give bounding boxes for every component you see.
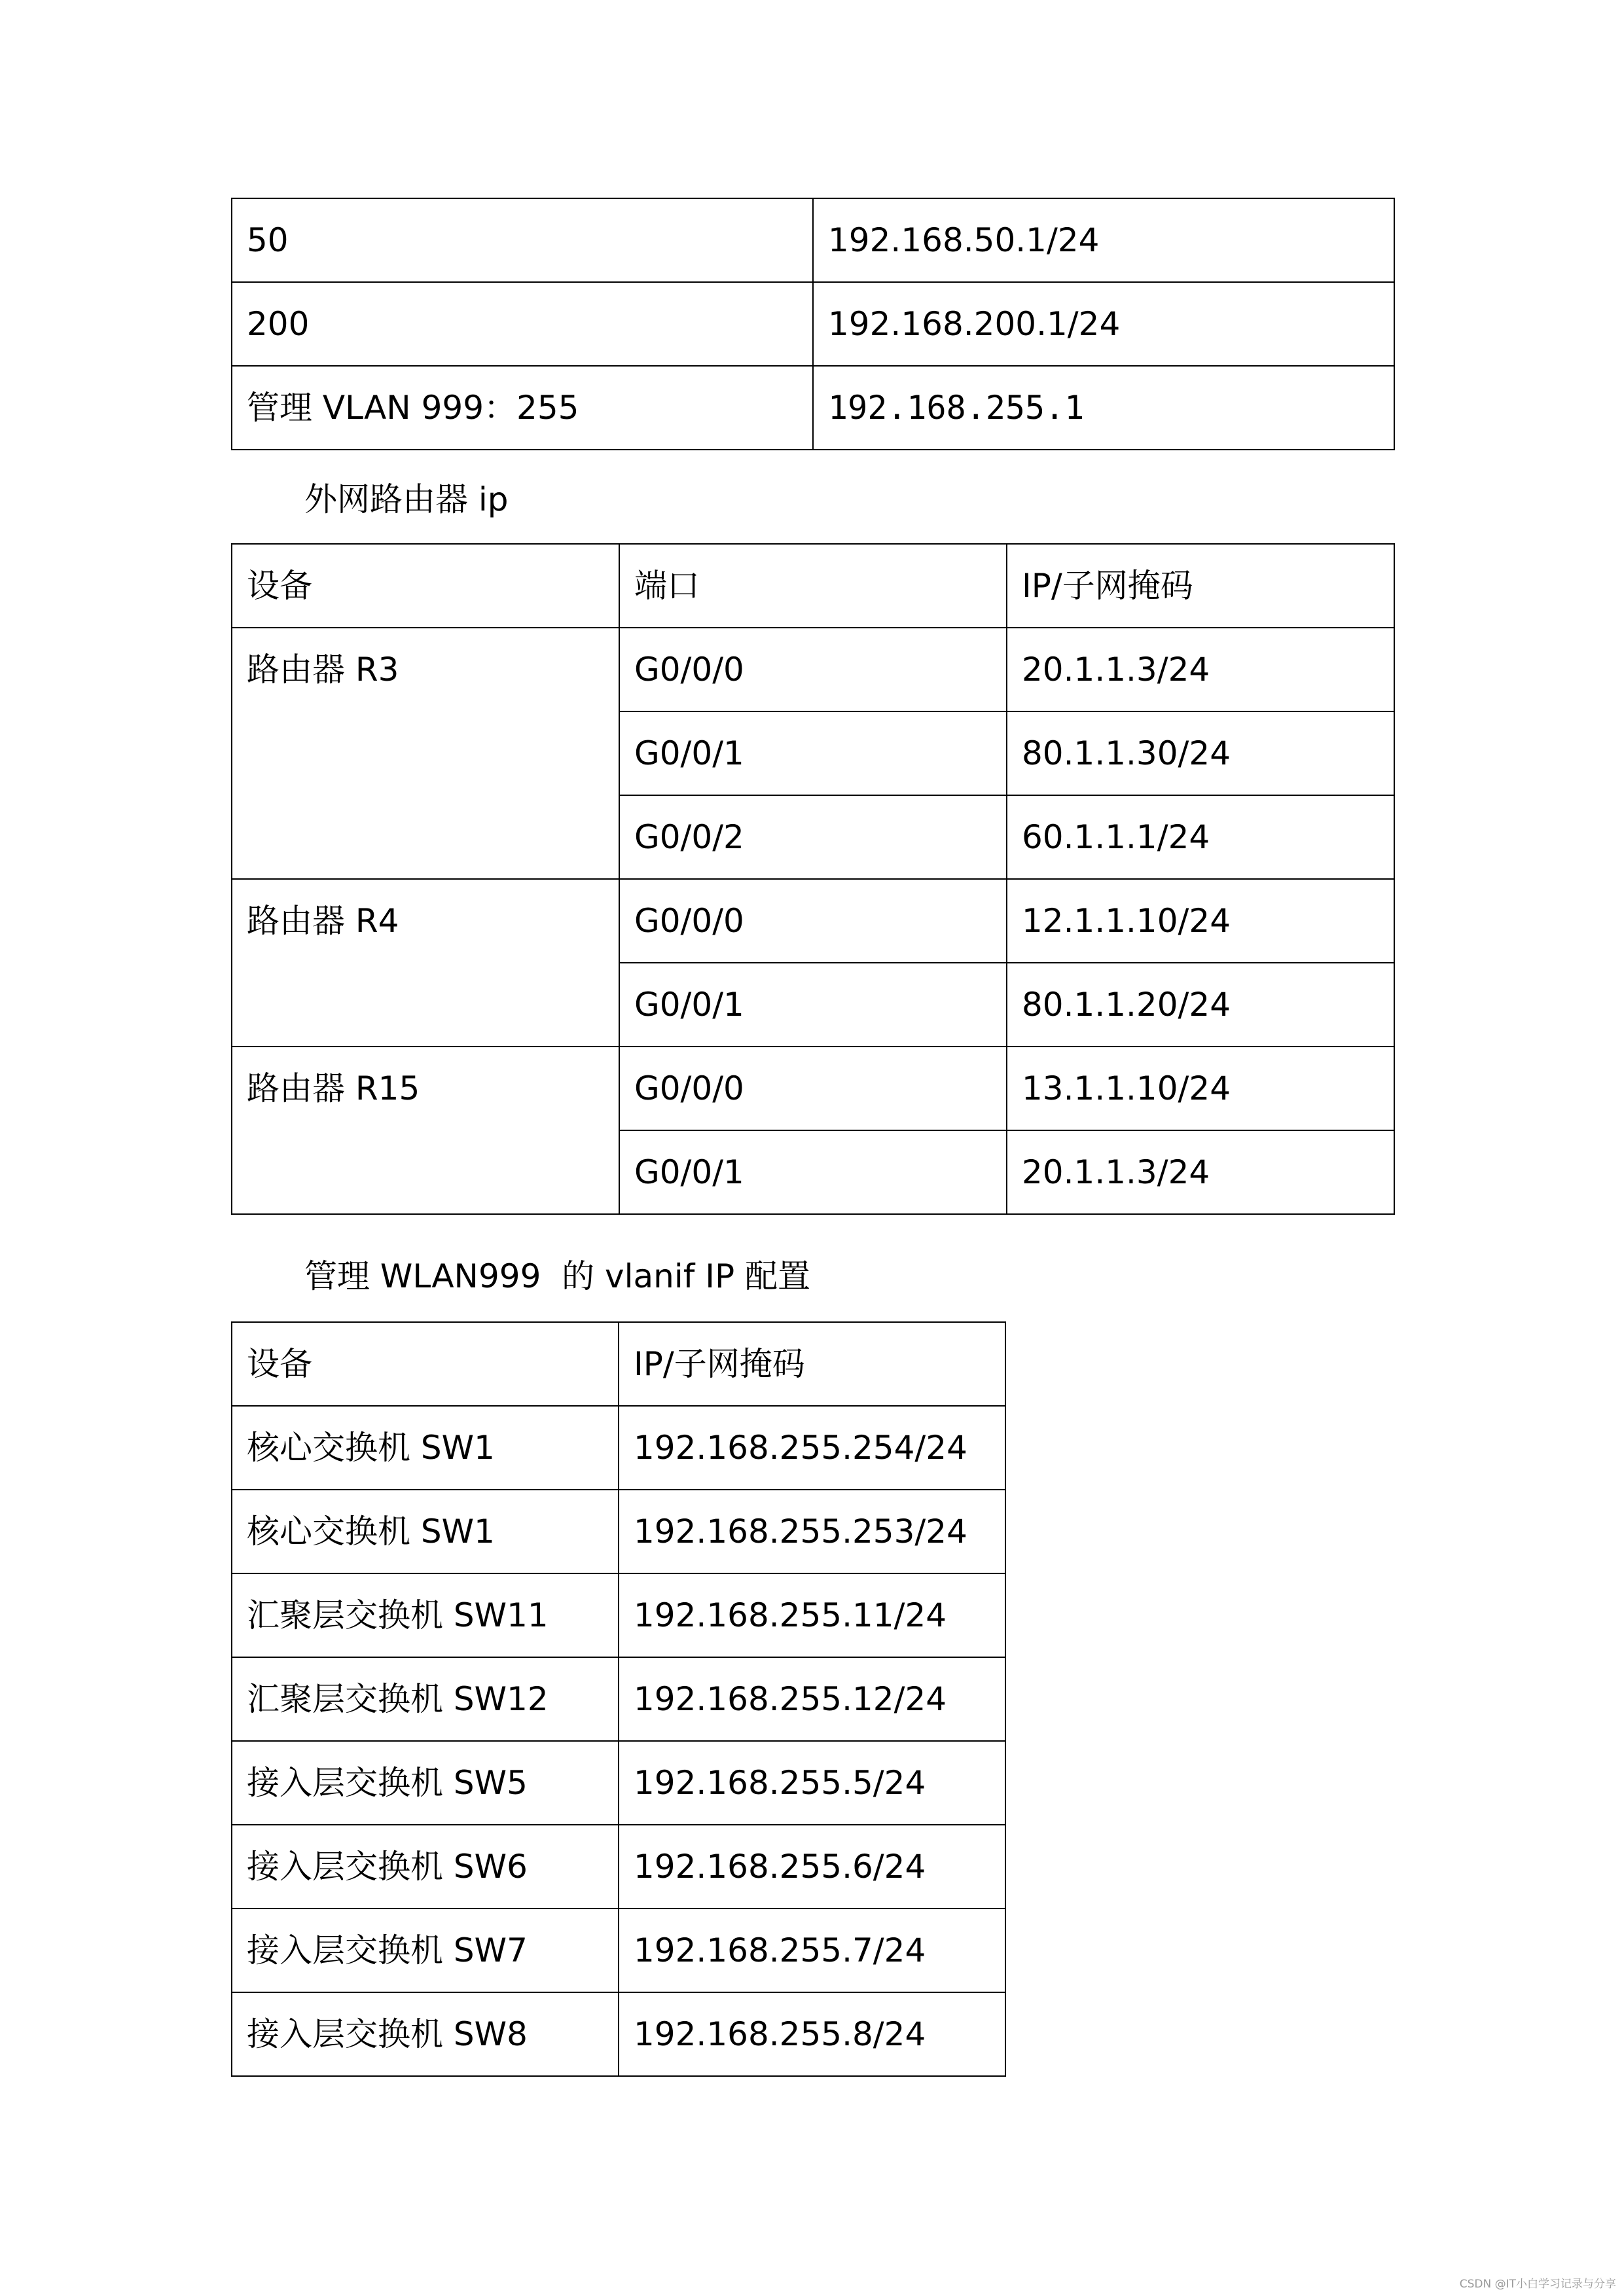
header-ip-mask: IP/子网掩码: [619, 1322, 1005, 1406]
port-cell: G0/0/2: [619, 795, 1007, 879]
table-row: [232, 1741, 1005, 1825]
ip-cell: 192.168.255.11/24: [619, 1573, 1005, 1657]
table-row: [232, 1992, 1005, 2076]
table-row: [232, 198, 1394, 282]
device-cell: 汇聚层交换机 SW11: [232, 1573, 619, 1657]
ip-cell: 192.168.255.12/24: [619, 1657, 1005, 1741]
ip-cell: 13.1.1.10/24: [1007, 1047, 1394, 1130]
table-row: [232, 628, 1394, 711]
ip-cell: 192.168.255.7/24: [619, 1909, 1005, 1992]
port-cell: G0/0/1: [619, 1130, 1007, 1214]
ip-cell: 80.1.1.30/24: [1007, 711, 1394, 795]
device-cell: 接入层交换机 SW5: [232, 1741, 619, 1825]
table-row: [232, 879, 1394, 963]
device-cell: 接入层交换机 SW6: [232, 1825, 619, 1909]
table-row: [232, 1406, 1005, 1490]
gateway-ip-cell: 192.168.200.1/24: [813, 282, 1394, 366]
ip-cell: 192.168.255.5/24: [619, 1741, 1005, 1825]
vlan-gateway-table: [231, 198, 1395, 450]
device-cell: 汇聚层交换机 SW12: [232, 1657, 619, 1741]
port-cell: G0/0/0: [619, 628, 1007, 711]
port-cell: G0/0/0: [619, 879, 1007, 963]
header-device: 设备: [232, 1322, 619, 1406]
ip-cell: 20.1.1.3/24: [1007, 628, 1394, 711]
table-row: [232, 1573, 1005, 1657]
header-port: 端口: [619, 544, 1007, 628]
ip-cell: 80.1.1.20/24: [1007, 963, 1394, 1047]
device-cell-r4: 路由器 R4: [232, 879, 619, 1047]
device-cell: 接入层交换机 SW8: [232, 1992, 619, 2076]
table-header-row: [232, 544, 1394, 628]
table-header-row: [232, 1322, 1005, 1406]
port-cell: G0/0/0: [619, 1047, 1007, 1130]
ip-cell: 12.1.1.10/24: [1007, 879, 1394, 963]
port-cell: G0/0/1: [619, 963, 1007, 1047]
device-cell-r3: 路由器 R3: [232, 628, 619, 879]
header-ip-mask: IP/子网掩码: [1007, 544, 1394, 628]
router-table-caption: 外网路由器 ip: [304, 480, 509, 518]
vlan-id-cell: 50: [232, 198, 813, 282]
table-row: [232, 1047, 1394, 1130]
router-ip-table: [231, 543, 1395, 1215]
gateway-ip-cell: 192.168.255.1: [813, 366, 1394, 450]
vlanif-ip-table: [231, 1321, 1006, 2077]
device-cell: 核心交换机 SW1: [232, 1490, 619, 1573]
ip-cell: 192.168.255.6/24: [619, 1825, 1005, 1909]
gateway-ip-cell: 192.168.50.1/24: [813, 198, 1394, 282]
vlan-id-cell: 管理 VLAN 999：255: [232, 366, 813, 450]
ip-cell: 20.1.1.3/24: [1007, 1130, 1394, 1214]
table-row: [232, 1657, 1005, 1741]
port-cell: G0/0/1: [619, 711, 1007, 795]
vlan-id-cell: 200: [232, 282, 813, 366]
watermark: CSDN @IT小白学习记录与分享: [1459, 2278, 1616, 2291]
table-row: [232, 1825, 1005, 1909]
vlanif-table-caption: 管理 WLAN999 的 vlanif IP 配置: [304, 1257, 811, 1295]
device-cell: 核心交换机 SW1: [232, 1406, 619, 1490]
ip-cell: 192.168.255.253/24: [619, 1490, 1005, 1573]
header-device: 设备: [232, 544, 619, 628]
table-row: [232, 366, 1394, 450]
device-cell: 接入层交换机 SW7: [232, 1909, 619, 1992]
ip-cell: 60.1.1.1/24: [1007, 795, 1394, 879]
device-cell-r15: 路由器 R15: [232, 1047, 619, 1214]
table-row: [232, 1490, 1005, 1573]
table-row: [232, 1909, 1005, 1992]
ip-cell: 192.168.255.8/24: [619, 1992, 1005, 2076]
table-row: [232, 282, 1394, 366]
ip-cell: 192.168.255.254/24: [619, 1406, 1005, 1490]
